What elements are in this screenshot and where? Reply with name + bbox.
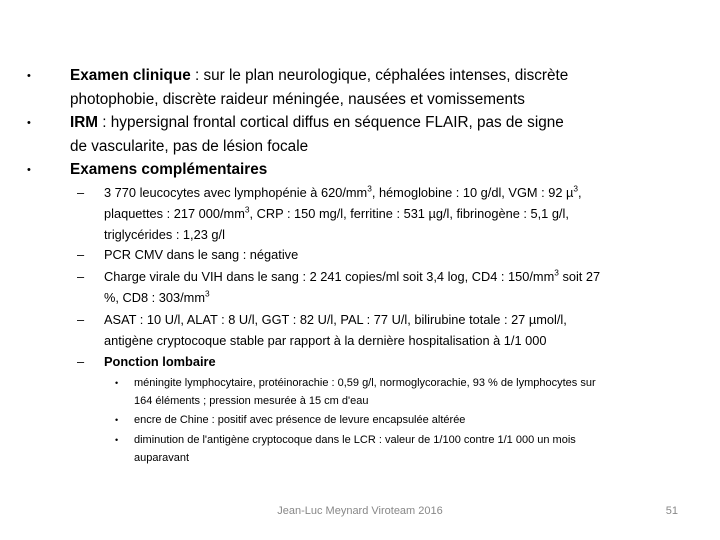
lp-item-meningite: • méningite lymphocytaire, protéinorachie : 0,59 g/l, normoglycorachie, 93 % de lymphocytes sur 164 éléments ; pression mesurée à 15 cm d'eau [134, 374, 694, 410]
lp-item-encre-de-chine: • encre de Chine : positif avec présence de levure encapsulée altérée [134, 411, 694, 429]
sub-item-ponction-lombaire [77, 351, 664, 372]
bullet-icon: • [115, 378, 119, 388]
bullet-icon: • [115, 435, 119, 445]
item-label: Examens complémentaires [70, 161, 268, 178]
sub-item-pcr-cmv: – PCR CMV dans le sang : négative [104, 244, 664, 265]
item-label: Ponction lombaire [104, 354, 216, 369]
item-label: IRM [70, 114, 99, 131]
list-item-irm: • IRM : hypersignal frontal cortical diffus en séquence FLAIR, pas de signe de vascularite, pas de lésion focale [70, 111, 630, 159]
footer-text: Jean-Luc Meynard Viroteam 2016 [277, 505, 443, 517]
lp-item-antigene: • diminution de l'antigène cryptocoque dans le LCR : valeur de 1/100 contre 1/1 000 un mois auparavant [134, 431, 694, 467]
bullet-icon: • [27, 117, 31, 129]
dash-icon: – [77, 312, 85, 327]
sub-item-charge-virale: – Charge virale du VIH dans le sang : 2 241 copies/ml soit 3,4 log, CD4 : $150/mm^3$ soit 27 %, CD8 : $303/mm^3$ [77, 267, 601, 305]
bullet-icon: • [115, 415, 119, 425]
list-item-examen-clinique: • Examen clinique : sur le plan neurologique, céphalées intenses, discrète photophobie, discrète raideur méningée, nausées et vomissements [70, 64, 630, 112]
list-item-examens-complementaires [27, 158, 630, 182]
dash-icon: – [77, 354, 85, 369]
bullet-icon: • [27, 70, 31, 82]
item-label: Examen clinique [70, 67, 191, 84]
sub-item-bilan-hepatique: – ASAT : 10 U/l, ALAT : 8 U/l, GGT : 82 U/l, PAL : 77 U/l, bilirubine totale : 27 µmol/l, antigène cryptocoque stable par rapport à la dernière hospitalisation à 1/1 000 [104, 309, 664, 351]
dash-icon: – [77, 247, 85, 262]
dash-icon: – [77, 185, 85, 200]
dash-icon: – [77, 269, 85, 284]
sub-item-biologie: – 3 770 leucocytes avec lymphopénie à $620/mm^3$, hémoglobine : 10 g/dl, VGM : 92 µ$^3$, plaquettes : 217 $000/mm^3$, CRP : 150 mg/l, ferritine : 531 µg/l, fibrinogène : 5,1 g/l, triglycérides : 1,23 g/l [77, 183, 582, 242]
page-number: 51 [665, 505, 678, 517]
bullet-icon: • [27, 164, 31, 176]
